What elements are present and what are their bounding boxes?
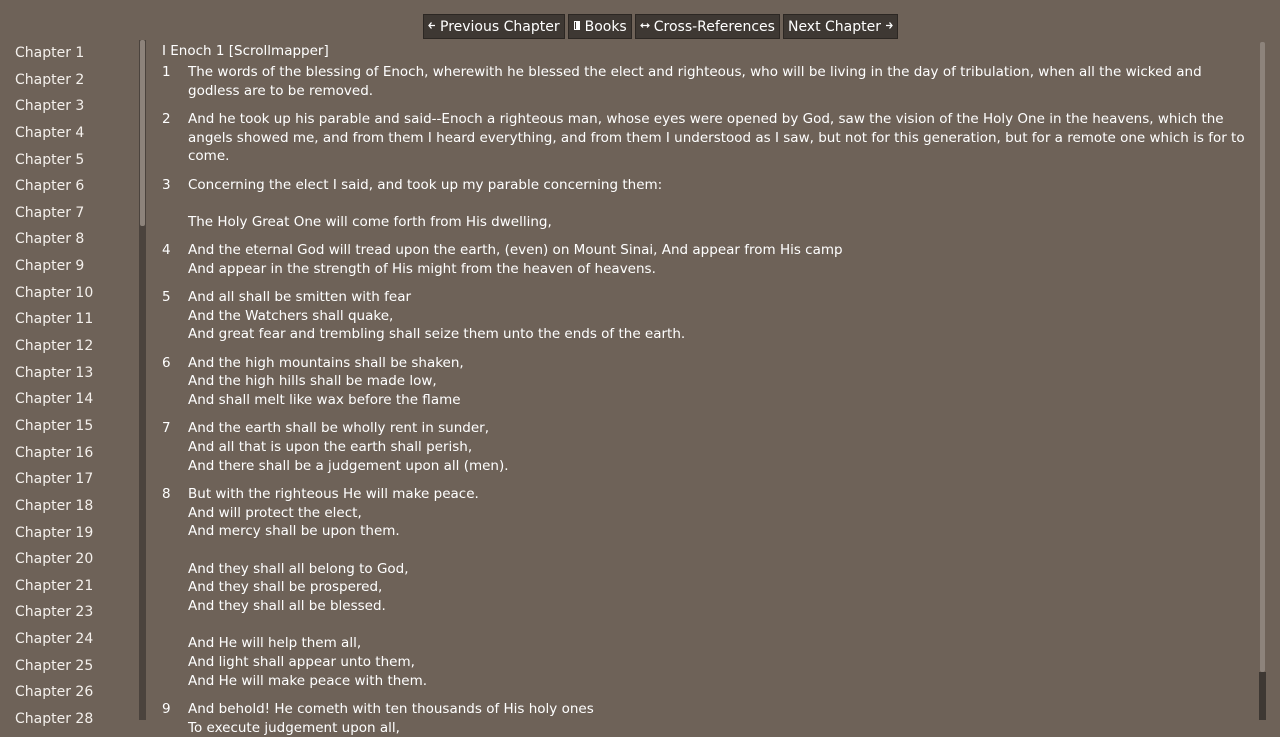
verse-line: And great fear and trembling shall seize them unto the ends of the earth. bbox=[188, 326, 686, 343]
verse bbox=[162, 241, 1254, 278]
verse-line: The words of the blessing of Enoch, wherewith he blessed the elect and righteous, who will be living in the day of tribulation, when all the wicked and godless are to be removed. bbox=[188, 64, 1202, 99]
chapter-toolbar bbox=[423, 14, 898, 39]
chapter-title: I Enoch 1 [Scrollmapper] bbox=[162, 43, 329, 59]
verse-text bbox=[188, 288, 1254, 344]
arrows-horizontal-icon bbox=[640, 21, 650, 33]
arrow-left-icon bbox=[428, 21, 436, 33]
verse-line: And the high mountains shall be shaken, bbox=[188, 354, 464, 371]
sidebar-item-chapter[interactable]: Chapter 26 bbox=[15, 684, 94, 701]
book-icon bbox=[573, 20, 581, 34]
verse bbox=[162, 288, 1254, 344]
verse-line: To execute judgement upon all, bbox=[188, 719, 400, 736]
verse-line bbox=[188, 616, 1254, 635]
sidebar-item-chapter[interactable]: Chapter 21 bbox=[15, 577, 94, 594]
sidebar-item-chapter[interactable]: Chapter 4 bbox=[15, 124, 85, 141]
sidebar-item-chapter[interactable]: Chapter 19 bbox=[15, 524, 94, 541]
verse-line: The Holy Great One will come forth from His dwelling, bbox=[188, 213, 552, 230]
sidebar-item-chapter[interactable]: Chapter 2 bbox=[15, 71, 85, 88]
verse-list bbox=[162, 63, 1254, 737]
verse-text bbox=[188, 419, 1254, 475]
verse bbox=[162, 419, 1254, 475]
verse-line: And will protect the elect, bbox=[188, 504, 362, 521]
verse-number: 8 bbox=[162, 485, 171, 502]
verse bbox=[162, 354, 1254, 410]
sidebar-item-chapter[interactable]: Chapter 6 bbox=[15, 178, 85, 195]
sidebar-item-chapter[interactable]: Chapter 1 bbox=[15, 45, 85, 61]
sidebar-item-chapter[interactable]: Chapter 25 bbox=[15, 657, 94, 674]
verse-text bbox=[188, 110, 1254, 166]
next-chapter-button[interactable] bbox=[783, 14, 898, 39]
verse-line: And they shall be prospered, bbox=[188, 579, 383, 596]
verse-number: 1 bbox=[162, 64, 171, 80]
verse-line: And they shall all be blessed. bbox=[188, 598, 386, 615]
sidebar-scrollbar-thumb[interactable] bbox=[140, 40, 145, 226]
verse-number: 5 bbox=[162, 289, 171, 306]
verse-line: And He will make peace with them. bbox=[188, 672, 428, 689]
verse-text bbox=[188, 354, 1254, 410]
sidebar-item-chapter[interactable]: Chapter 3 bbox=[15, 98, 85, 115]
sidebar-item-chapter[interactable]: Chapter 5 bbox=[15, 151, 85, 168]
verse-line: And the Watchers shall quake, bbox=[188, 307, 394, 324]
verse-line: And the earth shall be wholly rent in sunder, bbox=[188, 420, 489, 437]
verse bbox=[162, 485, 1254, 691]
sidebar-item-chapter[interactable]: Chapter 9 bbox=[15, 258, 85, 275]
chapter-sidebar bbox=[0, 40, 139, 728]
sidebar-item-chapter[interactable]: Chapter 10 bbox=[15, 284, 94, 301]
arrow-right-icon bbox=[885, 21, 893, 33]
verse-line: And behold! He cometh with ten thousands of His holy ones bbox=[188, 701, 594, 718]
chapter-content bbox=[162, 40, 1254, 736]
verse-line: And they shall all belong to God, bbox=[188, 560, 409, 577]
verse-line: And appear in the strength of His might from the heaven of heavens. bbox=[188, 260, 656, 277]
verse-text bbox=[188, 241, 1254, 278]
verse-line: And He will help them all, bbox=[188, 635, 362, 652]
chapter-list bbox=[0, 40, 139, 733]
verse-number: 3 bbox=[162, 176, 171, 193]
verse-line bbox=[188, 541, 1254, 560]
sidebar-item-chapter[interactable]: Chapter 7 bbox=[15, 204, 85, 221]
verse bbox=[162, 63, 1254, 100]
verse-number: 9 bbox=[162, 701, 171, 718]
sidebar-item-chapter[interactable]: Chapter 18 bbox=[15, 497, 94, 514]
sidebar-item-chapter[interactable]: Chapter 23 bbox=[15, 604, 94, 621]
sidebar-item-chapter[interactable]: Chapter 20 bbox=[15, 551, 94, 568]
verse bbox=[162, 176, 1254, 232]
sidebar-item-chapter[interactable]: Chapter 28 bbox=[15, 711, 94, 728]
sidebar-item-chapter[interactable]: Chapter 11 bbox=[15, 311, 94, 328]
books-label: Books bbox=[584, 18, 627, 35]
sidebar-item-chapter[interactable]: Chapter 13 bbox=[15, 364, 94, 381]
verse-line: And the eternal God will tread upon the earth, (even) on Mount Sinai, And appear from His camp bbox=[188, 242, 843, 259]
verse bbox=[162, 700, 1254, 737]
verse-number: 2 bbox=[162, 110, 171, 127]
previous-chapter-button[interactable] bbox=[423, 14, 565, 39]
verse-number: 7 bbox=[162, 420, 171, 437]
sidebar-item-chapter[interactable]: Chapter 14 bbox=[15, 391, 94, 408]
verse-line: But with the righteous He will make peace. bbox=[188, 485, 479, 502]
verse-text bbox=[188, 176, 1254, 232]
verse-line: And shall melt like wax before the flame bbox=[188, 392, 461, 409]
verse-line: And the high hills shall be made low, bbox=[188, 373, 437, 390]
verse-number: 6 bbox=[162, 354, 171, 371]
previous-chapter-label: Previous Chapter bbox=[440, 18, 560, 35]
cross-references-button[interactable] bbox=[635, 14, 780, 39]
verse-line: And light shall appear unto them, bbox=[188, 654, 415, 671]
next-chapter-label: Next Chapter bbox=[787, 18, 882, 35]
sidebar-item-chapter[interactable]: Chapter 8 bbox=[15, 231, 85, 248]
verse-number: 4 bbox=[162, 242, 171, 259]
content-scrollbar-thumb[interactable] bbox=[1260, 42, 1265, 672]
sidebar-item-chapter[interactable]: Chapter 12 bbox=[15, 338, 94, 355]
verse-line bbox=[188, 194, 1254, 213]
content-scrollbar-track-lower[interactable] bbox=[1259, 672, 1266, 720]
sidebar-item-chapter[interactable]: Chapter 16 bbox=[15, 444, 94, 461]
verse-line: And he took up his parable and said--Enoch a righteous man, whose eyes were opened by God, saw the vision of the Holy One in the heavens, which the angels showed me, and from them I heard everything, and from them I understood as I saw, but not for this generation, but for a remote one which is for to come. bbox=[188, 110, 1245, 165]
cross-references-label: Cross-References bbox=[653, 18, 775, 35]
verse-line: Concerning the elect I said, and took up my parable concerning them: bbox=[188, 176, 663, 193]
sidebar-item-chapter[interactable]: Chapter 17 bbox=[15, 471, 94, 488]
verse-text bbox=[188, 700, 1254, 737]
verse-line: And all that is upon the earth shall perish, bbox=[188, 438, 473, 455]
verse-text bbox=[188, 63, 1254, 100]
verse-line: And there shall be a judgement upon all (men). bbox=[188, 457, 509, 474]
verse bbox=[162, 110, 1254, 166]
verse-text bbox=[188, 485, 1254, 691]
verse-line: And mercy shall be upon them. bbox=[188, 523, 400, 540]
sidebar-item-chapter[interactable]: Chapter 15 bbox=[15, 417, 94, 434]
books-button[interactable] bbox=[568, 14, 632, 39]
verse-line: And all shall be smitten with fear bbox=[188, 289, 412, 306]
sidebar-item-chapter[interactable]: Chapter 24 bbox=[15, 631, 94, 648]
